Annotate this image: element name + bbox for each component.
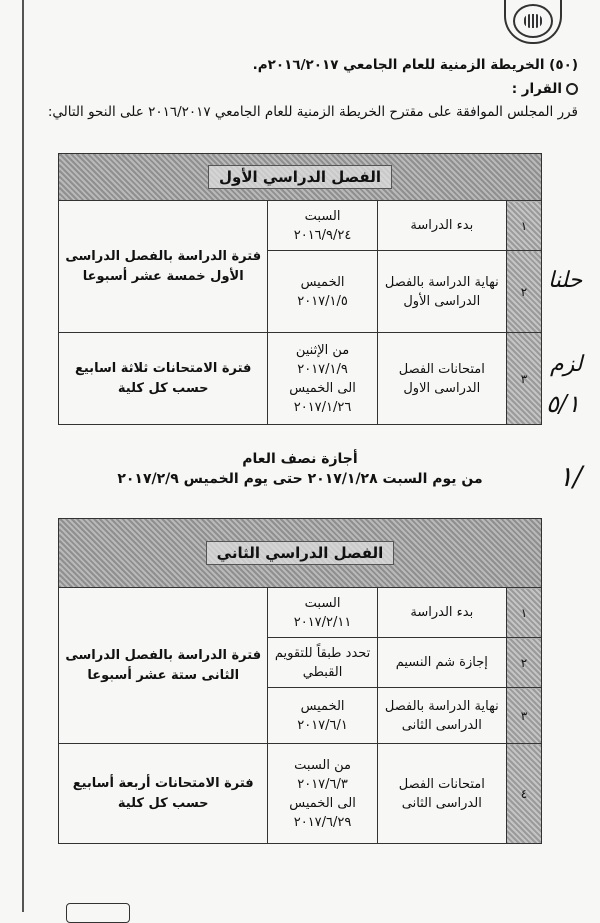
event-cell: بدء الدراسة (377, 588, 506, 638)
date-value: ٢٠١٧/٦/١ (297, 717, 348, 733)
row-number: ٢ (506, 251, 541, 333)
decision-label-line (18, 81, 578, 97)
row-number: ٤ (506, 744, 541, 844)
date-value: ٢٠١٧/١/٢٦ (293, 399, 352, 415)
midyear-range: من يوم السبت ٢٠١٧/١/٢٨ حتى يوم الخميس ٢٠١٧/٢/٩ (117, 471, 483, 487)
date-value: ٢٠١٧/٦/٢٩ (293, 814, 352, 830)
section-heading: (٥٠) الخريطة الزمنية للعام الجامعي ٢٠١٦/٢٠١٧م. (252, 57, 578, 73)
university-seal-logo (504, 0, 562, 44)
exam-period-note: فترة الامتحانات ثلاثة اسابيع حسب كل كلية (59, 333, 268, 425)
date-from: من السبت (294, 757, 351, 773)
date-value: ٢٠١٧/١/٥ (297, 293, 348, 309)
date-day: السبت (304, 595, 341, 611)
decision-text: قرر المجلس الموافقة على مقترح الخريطة الزمنية للعام الجامعي ٢٠١٦/٢٠١٧ على النحو التالي: (47, 104, 578, 120)
date-to: الى الخميس (289, 380, 356, 396)
event-cell: نهاية الدراسة بالفصل الدراسى الثانى (377, 688, 506, 744)
event-cell: إجازة شم النسيم (377, 638, 506, 688)
event-cell: امتحانات الفصل الدراسى الثانى (377, 744, 506, 844)
date-cell (268, 744, 377, 844)
event-cell: امتحانات الفصل الدراسى الاول (377, 333, 506, 425)
handwritten-note: ١/ (558, 460, 583, 493)
date-cell (268, 201, 377, 251)
decision-label: القرار : (511, 81, 562, 97)
footer-page-box (66, 903, 130, 923)
date-cell (268, 251, 377, 333)
date-to: الى الخميس (289, 795, 356, 811)
row-number: ٢ (506, 638, 541, 688)
event-cell: نهاية الدراسة بالفصل الدراسى الأول (377, 251, 506, 333)
date-note: القبطي (302, 664, 343, 680)
date-cell (268, 688, 377, 744)
date-day: الخميس (300, 698, 345, 714)
date-value: ٢٠١٧/٦/٣ (297, 776, 348, 792)
table-row (59, 333, 542, 425)
table-row (59, 201, 542, 251)
event-cell: بدء الدراسة (377, 201, 506, 251)
date-value: ٢٠١٧/١/٩ (297, 361, 348, 377)
date-cell (268, 638, 377, 688)
date-note: تحدد طبقاً للتقويم (274, 645, 371, 661)
bullet-icon (566, 83, 578, 95)
handwritten-note: لزم (550, 352, 583, 377)
study-period-note: فترة الدراسة بالفصل الدراسى الأول خمسة عشر أسبوعا (59, 201, 268, 333)
handwritten-note: ٥/١ (546, 390, 580, 418)
date-from: من الإثنين (295, 342, 350, 358)
exam-period-note: فترة الامتحانات أربعة أسابيع حسب كل كلية (59, 744, 268, 844)
row-number: ٣ (506, 688, 541, 744)
date-day: الخميس (300, 274, 345, 290)
semester1-title-cell (59, 154, 542, 201)
semester1-table (58, 153, 542, 425)
handwritten-note: حلنا (548, 268, 583, 293)
row-number: ١ (506, 588, 541, 638)
date-cell (268, 333, 377, 425)
date-day: السبت (304, 208, 341, 224)
table-row (59, 588, 542, 638)
date-value: ٢٠١٦/٩/٢٤ (293, 227, 352, 243)
date-value: ٢٠١٧/٢/١١ (293, 614, 352, 630)
row-number: ١ (506, 201, 541, 251)
semester2-title-cell (59, 519, 542, 588)
midyear-title: أجازة نصف العام (242, 451, 358, 467)
semester2-table (58, 518, 542, 844)
date-cell (268, 588, 377, 638)
row-number: ٣ (506, 333, 541, 425)
table-row (59, 744, 542, 844)
semester1-title: الفصل الدراسي الأول (208, 165, 392, 189)
study-period-note: فترة الدراسة بالفصل الدراسى الثانى ستة عشر أسبوعا (59, 588, 268, 744)
semester2-title: الفصل الدراسي الثاني (206, 541, 395, 565)
